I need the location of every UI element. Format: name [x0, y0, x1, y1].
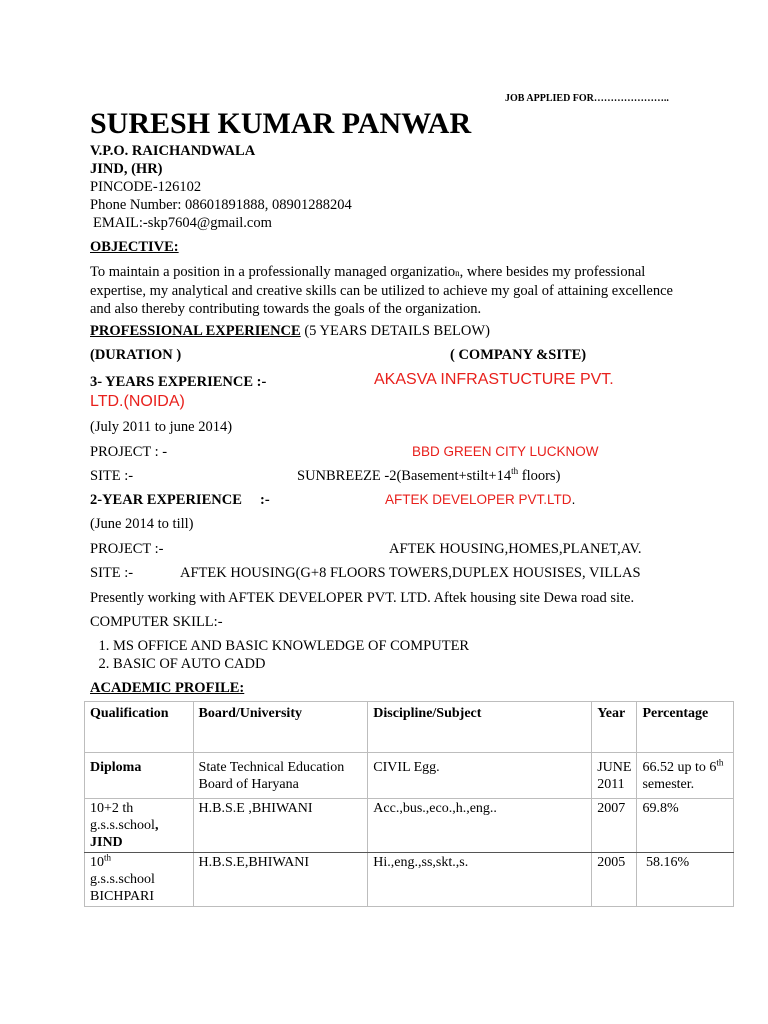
cell-percentage: 58.16% [637, 853, 734, 907]
job1-period: (July 2011 to june 2014) [90, 419, 233, 435]
table-row [85, 853, 734, 907]
address-line-2: JIND, (HR) [90, 161, 163, 177]
job2-project-label: PROJECT :- [90, 541, 164, 557]
email: EMAIL:-skp7604@gmail.com [93, 215, 272, 231]
cell-percentage: 69.8% [637, 799, 734, 853]
job1-company-line2: LTD.(NOIDA) [90, 393, 185, 410]
job2-project: AFTEK HOUSING,HOMES,PLANET,AV. [389, 541, 642, 557]
cell-discipline: CIVIL Egg. [368, 753, 592, 799]
cell-qualification: Diploma [85, 753, 194, 799]
cell-board: H.B.S.E ,BHIWANI [193, 799, 368, 853]
pincode: PINCODE-126102 [90, 179, 202, 195]
computer-skill-list [90, 637, 469, 673]
cell-board: H.B.S.E,BHIWANI [193, 853, 368, 907]
company-label: ( COMPANY &SITE) [450, 347, 587, 363]
cell-board: State Technical Education Board of Haryana [193, 753, 368, 799]
academic-table [84, 701, 734, 907]
candidate-name: SURESH KUMAR PANWAR [90, 107, 472, 140]
job1-site-label: SITE :- [90, 468, 134, 484]
cell-qualification: 10th g.s.s.school BICHPARI [85, 853, 194, 907]
experience-note: (5 YEARS DETAILS BELOW) [304, 323, 490, 339]
address-line-1: V.P.O. RAICHANDWALA [90, 143, 256, 159]
experience-heading-line [90, 322, 490, 340]
job2-company: AFTEK DEVELOPER PVT.LTD. [385, 492, 576, 507]
cell-percentage: 66.52 up to 6th semester. [637, 753, 734, 799]
computer-skill-heading: COMPUTER SKILL:- [90, 614, 223, 630]
job2-site: AFTEK HOUSING(G+8 FLOORS TOWERS,DUPLEX HOUSISES, VILLAS [180, 565, 641, 581]
current-position: Presently working with AFTEK DEVELOPER PVT. LTD. Aftek housing site Dewa road site. [90, 590, 635, 606]
objective-text: To maintain a position in a professionally managed organization, where besides my professional expertise, my analytical and creative skills can be utilized to achieve my goal of attaining excellence and also thereby contributing towards the goals of the organization. [90, 264, 673, 317]
duration-label: (DURATION ) [90, 347, 182, 363]
column-header: Year [592, 702, 637, 753]
objective-heading: OBJECTIVE: [90, 239, 179, 255]
job2-period: (June 2014 to till) [90, 516, 194, 532]
table-header-row [85, 702, 734, 753]
job1-project-label: PROJECT : - [90, 444, 168, 460]
cell-year: 2005 [592, 853, 637, 907]
column-header: Discipline/Subject [368, 702, 592, 753]
cell-year: 2007 [592, 799, 637, 853]
table-row [85, 799, 734, 853]
cell-discipline: Hi.,eng.,ss,skt.,s. [368, 853, 592, 907]
academic-heading: ACADEMIC PROFILE: [90, 680, 245, 696]
job1-company-line1: AKASVA INFRASTUCTURE PVT. [374, 371, 614, 388]
column-header: Board/University [193, 702, 368, 753]
job2-title-suffix: :- [260, 492, 270, 508]
job-applied-for: JOB APPLIED FOR………………….. [505, 93, 669, 104]
job2-title: 2-YEAR EXPERIENCE [90, 492, 242, 508]
column-header: Qualification [85, 702, 194, 753]
job1-title: 3- YEARS EXPERIENCE :- [90, 374, 267, 390]
experience-heading: PROFESSIONAL EXPERIENCE [90, 323, 301, 339]
table-row [85, 753, 734, 799]
cell-year: JUNE 2011 [592, 753, 637, 799]
skill-item: 2. BASIC OF AUTO CADD [113, 655, 469, 673]
skill-item: 1. MS OFFICE AND BASIC KNOWLEDGE OF COMPUTER [113, 637, 469, 655]
job2-site-label: SITE :- [90, 565, 134, 581]
column-header: Percentage [637, 702, 734, 753]
job1-project: BBD GREEN CITY LUCKNOW [412, 444, 599, 459]
cell-discipline: Acc.,bus.,eco.,h.,eng.. [368, 799, 592, 853]
job1-site: SUNBREEZE -2(Basement+stilt+14th floors) [297, 466, 561, 484]
phone-number: Phone Number: 08601891888, 08901288204 [90, 197, 352, 213]
cell-qualification: 10+2 th g.s.s.school, JIND [85, 799, 194, 853]
